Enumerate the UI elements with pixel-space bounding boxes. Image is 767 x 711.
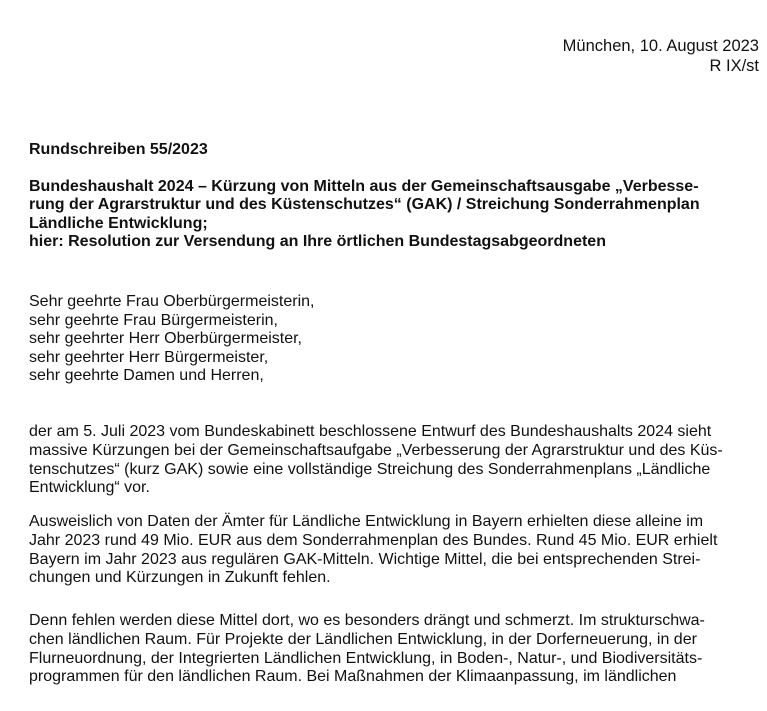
text-line: chen ländlichen Raum. Für Projekte der Ländlichen Entwicklung, in der Dorferneuerung, in der bbox=[29, 630, 697, 648]
salutation-line: sehr geehrte Damen und Herren, bbox=[29, 367, 264, 385]
text-line: Bayern im Jahr 2023 aus regulären GAK-Mitteln. Wichtige Mittel, die bei entsprechenden Strei- bbox=[29, 550, 701, 568]
text-line: chungen und Kürzungen in Zukunft fehlen. bbox=[29, 569, 331, 587]
subject-line: Ländliche Entwicklung; bbox=[29, 214, 208, 232]
text-line: tenschutzes“ (kurz GAK) sowie eine vollständige Streichung des Sonderrahmenplans „Ländliche bbox=[29, 460, 711, 478]
subject-line: hier: Resolution zur Versendung an Ihre örtlichen Bundestagsabgeordneten bbox=[29, 233, 606, 250]
circular-number: Rundschreiben 55/2023 bbox=[29, 141, 208, 158]
place-date: München, 10. August 2023 bbox=[562, 37, 759, 55]
subject-line: rung der Agrarstruktur und des Küstenschutzes“ (GAK) / Streichung Sonderrahmenplan bbox=[29, 196, 700, 213]
salutation-block bbox=[29, 293, 314, 386]
text-line: Denn fehlen werden diese Mittel dort, wo es besonders drängt und schmerzt. Im strukturschwa- bbox=[29, 612, 705, 629]
salutation-line: Sehr geehrte Frau Oberbürgermeisterin, bbox=[29, 293, 315, 310]
salutation-line: sehr geehrter Herr Bürgermeister, bbox=[29, 348, 269, 366]
subject-block bbox=[29, 141, 759, 252]
salutation-line: sehr geehrte Frau Bürgermeisterin, bbox=[29, 311, 278, 329]
body-paragraph bbox=[29, 513, 759, 588]
reference-code: R IX/st bbox=[709, 57, 759, 75]
text-line: der am 5. Juli 2023 vom Bundeskabinett beschlossene Entwurf des Bundeshaushalts 2024 sieht bbox=[29, 423, 712, 440]
text-line: programmen für den ländlichen Raum. Bei Maßnahmen der Klimaanpassung, im ländlichen bbox=[29, 668, 677, 686]
salutation-line: sehr geehrter Herr Oberbürgermeister, bbox=[29, 330, 302, 348]
text-line: Entwicklung“ vor. bbox=[29, 479, 150, 497]
text-line: Ausweislich von Daten der Ämter für Ländliche Entwicklung in Bayern erhielten diese alleine im bbox=[29, 513, 704, 530]
subject-line: Bundeshaushalt 2024 – Kürzung von Mitteln aus der Gemeinschaftsausgabe „Verbesse- bbox=[29, 177, 699, 195]
body-paragraph bbox=[29, 612, 759, 687]
text-line: massive Kürzungen bei der Gemeinschaftsaufgabe „Verbesserung der Agrarstruktur und des Küs- bbox=[29, 441, 723, 459]
body-paragraph bbox=[29, 423, 759, 498]
text-line: Flurneuordnung, der Integrierten Ländlichen Entwicklung, in Boden-, Natur-, und Biodiversitäts- bbox=[29, 649, 703, 667]
text-line: Jahr 2023 rund 49 Mio. EUR aus dem Sonderrahmenplan des Bundes. Rund 45 Mio. EUR erhielt bbox=[29, 531, 718, 549]
letter-header bbox=[563, 36, 759, 76]
